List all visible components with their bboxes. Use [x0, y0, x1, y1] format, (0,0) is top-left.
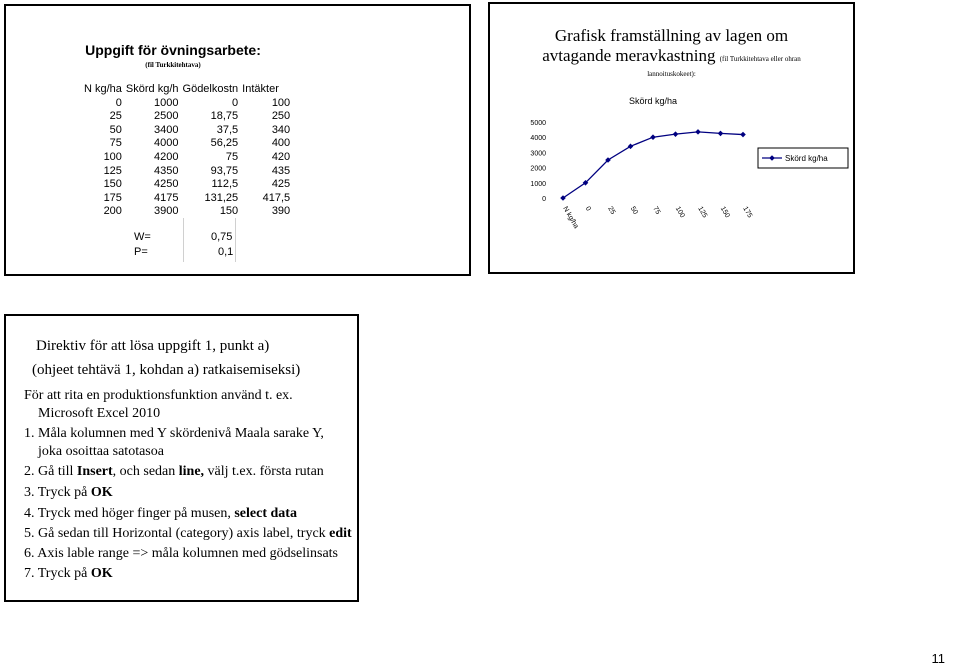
instr-text: , och sedan	[112, 464, 179, 479]
legend-label: Skörd kg/ha	[785, 154, 828, 163]
table-cell: 420	[271, 150, 291, 163]
table-cell: 100	[103, 150, 122, 163]
x-tick-label: 0	[583, 205, 592, 213]
table-cell: 37,5	[216, 123, 239, 136]
table-cell: 1000	[154, 96, 179, 109]
table-cell: 18,75	[210, 110, 239, 123]
instr-bold: line,	[178, 464, 205, 479]
data-point	[650, 134, 656, 140]
table-row	[82, 124, 292, 138]
chart-slide	[488, 2, 855, 274]
data-point	[695, 129, 701, 135]
table-cell: 250	[271, 110, 291, 123]
page-number: 11	[931, 651, 945, 666]
instruction-line: 1. Måla kolumnen med Y skördenivå Maala sarake Y,	[24, 426, 324, 441]
table-cell: 25	[109, 110, 122, 123]
x-tick-label: 175	[741, 205, 754, 220]
instr-bold: edit	[329, 526, 352, 541]
title-note2: lannoituskokeet):	[647, 70, 696, 78]
instructions-heading-2: (ohjeet tehtävä 1, kohdan a) ratkaisemiseksi)	[32, 362, 301, 378]
table-cell: 125	[103, 164, 122, 177]
instr-bold: OK	[90, 485, 113, 500]
data-table	[82, 83, 292, 219]
y-tick-label: 2000	[530, 165, 546, 173]
table-row	[82, 137, 292, 151]
table-header-cell: Intäkter	[242, 83, 279, 95]
x-tick-label: N kg/ha	[561, 205, 580, 230]
table-cell: 0	[115, 96, 122, 109]
instr-text: välj t.ex. första rutan	[204, 464, 324, 479]
y-tick-label: 5000	[530, 120, 546, 127]
table-cell: 150	[219, 205, 239, 218]
instruction-line: För att rita en produktionsfunktion använd t. ex.	[24, 388, 293, 403]
series-line	[563, 132, 743, 198]
instruction-line: joka osoittaa satotasoa	[38, 444, 164, 459]
y-tick-label: 0	[542, 196, 546, 203]
table-cell: 4250	[154, 178, 179, 191]
w-label: W=	[134, 231, 151, 243]
table-cell: 435	[271, 164, 291, 177]
table-cell: 2500	[154, 110, 179, 123]
table-cell: 4200	[154, 150, 179, 163]
x-tick-label: 125	[696, 205, 709, 220]
instruction-line	[24, 483, 113, 503]
exercise-slide	[4, 4, 471, 276]
y-tick-label: 1000	[530, 180, 546, 188]
x-tick-label: 50	[628, 205, 639, 216]
table-cell: 4000	[154, 137, 179, 150]
table-cell: 131,25	[204, 191, 239, 204]
table-cell: 4175	[154, 191, 179, 204]
p-label: P=	[134, 246, 148, 258]
instr-bold: select data	[234, 506, 297, 521]
table-cell: 112,5	[211, 178, 239, 191]
table-row	[82, 178, 292, 192]
table-cell: 75	[225, 150, 239, 163]
table-cell: 425	[271, 178, 291, 191]
x-tick-label: 25	[606, 205, 617, 216]
table-cell: 75	[109, 137, 122, 150]
instruction-line	[24, 462, 324, 482]
instr-text: 4. Tryck med höger finger på musen,	[24, 506, 235, 521]
p-value: 0,1	[218, 246, 234, 258]
instruction-line	[24, 504, 297, 524]
slide-subtitle: (fil Turkkitehtava)	[145, 61, 201, 69]
table-header-cell: N kg/ha	[84, 83, 122, 95]
table-cell: 4350	[154, 164, 179, 177]
instructions-slide	[4, 314, 359, 602]
yield-chart	[490, 4, 853, 272]
table-row	[82, 165, 292, 179]
table-row	[82, 110, 292, 124]
grid-divider	[183, 218, 184, 262]
x-tick-label: 75	[651, 205, 662, 216]
table-row	[82, 192, 292, 206]
table-cell: 390	[271, 205, 291, 218]
data-point	[740, 132, 746, 138]
table-row	[82, 151, 292, 165]
table-cell: 200	[103, 205, 122, 218]
instruction-line: 6. Axis lable range => måla kolumnen med gödselinsats	[24, 546, 339, 561]
table-cell: 417,5	[262, 191, 291, 204]
table-cell: 50	[109, 123, 122, 136]
instructions-heading-1: Direktiv för att lösa uppgift 1, punkt a)	[36, 338, 270, 354]
table-row	[82, 205, 292, 219]
table-cell: 100	[271, 96, 291, 109]
instr-text: 5. Gå sedan till Horizontal (category) axis label, tryck	[24, 526, 330, 541]
table-cell: 93,75	[210, 164, 239, 177]
table-cell: 56,25	[210, 137, 239, 150]
grid-divider	[235, 218, 236, 262]
y-tick-label: 3000	[530, 150, 546, 158]
instruction-line	[24, 524, 352, 544]
table-cell: 175	[103, 191, 122, 204]
title-note1: (fil Turkkitehtava eller ohran	[719, 55, 801, 63]
data-point	[628, 144, 634, 150]
table-header-row	[82, 83, 292, 97]
x-tick-label: 100	[673, 205, 686, 220]
instr-text: 2. Gå till	[24, 464, 77, 479]
instr-bold: Insert	[76, 464, 113, 479]
table-cell: 340	[271, 123, 291, 136]
instr-bold: OK	[90, 566, 113, 581]
data-point	[718, 131, 724, 137]
instruction-line	[24, 564, 113, 584]
chart-title: Skörd kg/ha	[628, 96, 678, 106]
table-cell: 400	[271, 137, 291, 150]
w-value: 0,75	[211, 231, 233, 243]
table-row	[82, 97, 292, 111]
instr-text: 7. Tryck på	[24, 566, 91, 581]
table-header-cell: Gödelkostn	[182, 83, 239, 95]
x-tick-label: 150	[718, 205, 731, 220]
y-tick-label: 4000	[530, 135, 546, 143]
instr-text: 3. Tryck på	[24, 485, 91, 500]
title-line2-text: avtagande meravkastning	[542, 46, 716, 65]
slide-title: Uppgift för övningsarbete:	[85, 42, 261, 58]
table-cell: 150	[103, 178, 122, 191]
data-point	[673, 131, 679, 137]
table-cell: 3900	[154, 205, 179, 218]
table-header-cell: Skörd kg/h	[125, 83, 179, 95]
instruction-line: Microsoft Excel 2010	[38, 406, 161, 421]
chart-slide-title-line1: Grafisk framställning av lagen om	[554, 26, 789, 45]
table-cell: 3400	[154, 123, 179, 136]
table-cell: 0	[232, 96, 239, 109]
